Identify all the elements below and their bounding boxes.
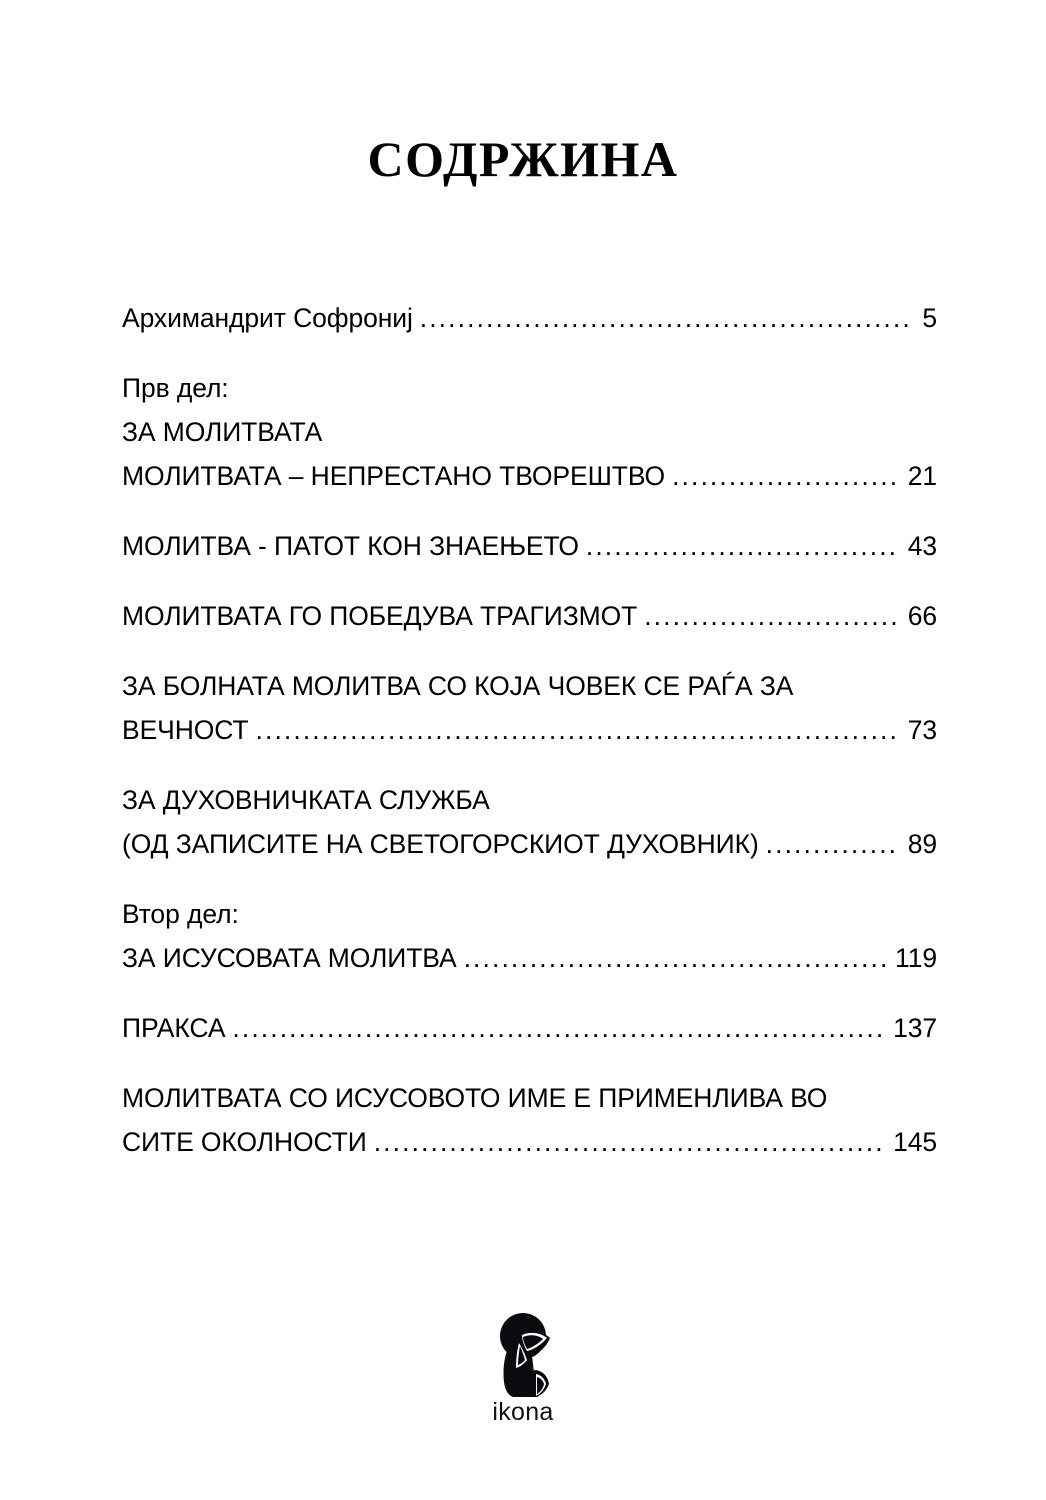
toc-entry-line[interactable]	[122, 822, 937, 866]
toc-page-number: 145	[893, 1127, 937, 1157]
toc-entry-heading-line	[122, 664, 937, 708]
dot-leader	[586, 524, 900, 568]
dot-leader	[374, 1120, 885, 1164]
toc-entry-title: МОЛИТВА - ПАТОТ КОН ЗНАЕЊЕТО	[122, 531, 579, 561]
toc-entry-line[interactable]	[122, 936, 937, 980]
toc-entry-line[interactable]	[122, 524, 937, 568]
toc-page-number: 43	[907, 531, 937, 561]
toc-entry-line[interactable]	[122, 454, 937, 498]
toc-entry[interactable]	[122, 366, 937, 498]
toc-entry-title: МОЛИТВАТА – НЕПРЕСТАНО ТВОРЕШТВО	[122, 461, 666, 491]
dot-leader	[766, 822, 900, 866]
toc-entry-line[interactable]	[122, 1120, 937, 1164]
toc-entry-title: ВЕЧНОСТ	[122, 715, 249, 745]
toc-entry[interactable]	[122, 1076, 937, 1164]
toc-entry-title: СИТЕ ОКОЛНОСТИ	[122, 1127, 367, 1157]
toc-entry-title: МОЛИТВАТА ГО ПОБЕДУВА ТРАГИЗМОТ	[122, 601, 638, 631]
toc-entry[interactable]	[122, 296, 937, 340]
toc-entry-title: ЗА МОЛИТВАТА	[122, 417, 323, 447]
toc-entry-title: МОЛИТВАТА СО ИСУСОВОТО ИМЕ Е ПРИМЕНЛИВА ВО	[122, 1083, 828, 1113]
toc-entry[interactable]	[122, 892, 937, 980]
publisher-name: ikona	[492, 1398, 554, 1426]
toc-entry-title: (ОД ЗАПИСИТЕ НА СВЕТОГОРСКИОТ ДУХОВНИК)	[122, 829, 759, 859]
toc-page-number: 137	[893, 1013, 937, 1043]
toc-page-number: 66	[907, 601, 937, 631]
toc-page-number: 5	[922, 303, 937, 333]
toc-entry-title: Втор дел:	[122, 899, 239, 929]
toc-entry-heading-line	[122, 1076, 937, 1120]
toc-page-number: 119	[895, 943, 937, 973]
dot-leader	[672, 454, 900, 498]
toc-page-number: 89	[907, 829, 937, 859]
toc-entry-title: ЗА ДУХОВНИЧКАТА СЛУЖБА	[122, 785, 490, 815]
toc-entry-title: ПРАКСА	[122, 1013, 226, 1043]
toc-entry-title: ЗА ИСУСОВАТА МОЛИТВА	[122, 943, 457, 973]
dot-leader	[232, 1006, 885, 1050]
toc-entry-line[interactable]	[122, 296, 937, 340]
toc-entry-line[interactable]	[122, 594, 937, 638]
toc-page-number: 73	[907, 715, 937, 745]
toc-entry[interactable]	[122, 594, 937, 638]
toc-entry-heading-line	[122, 892, 937, 936]
ikona-figure-logo-icon	[486, 1312, 560, 1398]
toc-entry-line[interactable]	[122, 708, 937, 752]
toc-entry-heading-line	[122, 366, 937, 410]
toc-entry-title: ЗА БОЛНАТА МОЛИТВА СО КОЈА ЧОВЕК СЕ РАЃА ЗА	[122, 671, 794, 701]
publisher-logo	[0, 1312, 1046, 1425]
toc-page-number: 21	[907, 461, 937, 491]
toc-entry-line[interactable]	[122, 1006, 937, 1050]
toc-entry[interactable]	[122, 778, 937, 866]
dot-leader	[464, 936, 887, 980]
dot-leader	[256, 708, 900, 752]
page-title: СОДРЖИНА	[367, 130, 679, 187]
toc-entry-title: Архимандрит Софрониј	[122, 303, 413, 333]
toc-entry-heading-line	[122, 778, 937, 822]
toc-entry[interactable]	[122, 524, 937, 568]
dot-leader	[644, 594, 900, 638]
toc-entry[interactable]	[122, 1006, 937, 1050]
toc-entry-title: Прв дел:	[122, 373, 229, 403]
toc-entry[interactable]	[122, 664, 937, 752]
table-of-contents	[122, 296, 937, 1190]
dot-leader	[420, 296, 915, 340]
toc-entry-heading-line	[122, 410, 937, 454]
